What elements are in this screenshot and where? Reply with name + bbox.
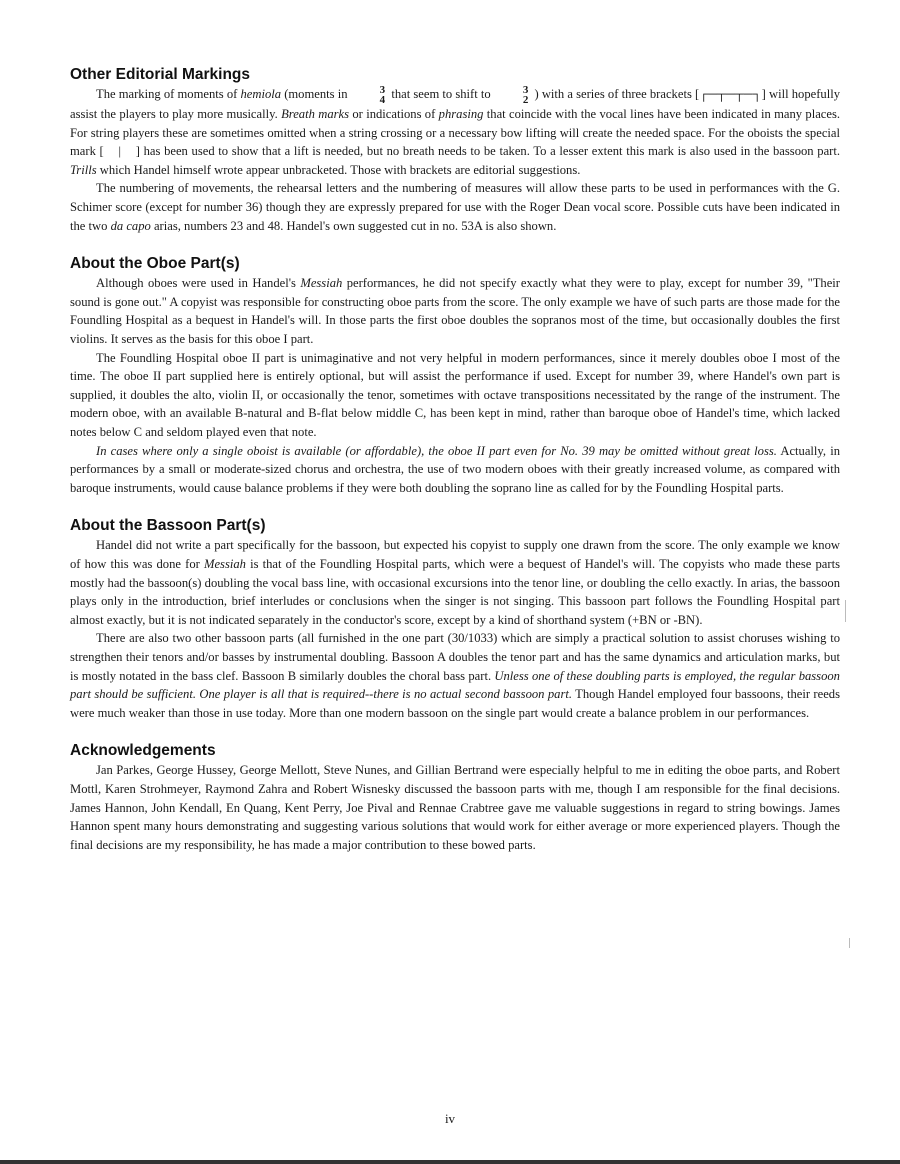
scan-mark xyxy=(845,600,846,622)
scan-edge xyxy=(0,1160,900,1164)
time-signature: 3 4 xyxy=(379,84,386,107)
paragraph: Although oboes were used in Handel's Messiah performances, he did not specify exactly what they were to play, except for number 39, "Their sound is gone out." A copyist was responsible for constructing oboe parts from the score. The only example we have of such parts are those made for the Foundling Hospital as a bequest in Handel's will. In those parts the first oboe doubles the sopranos most of the time, but occasionally doubles the first violins. It serves as the basis for this oboe I part. xyxy=(70,276,841,347)
heading-acknowledgements: Acknowledgements xyxy=(70,742,216,760)
time-signature: 3 2 xyxy=(522,84,529,107)
section-acknowledgements xyxy=(70,742,840,854)
paragraph: Handel did not write a part specifically for the bassoon, but expected his copyist to supply one drawn from the score. The only example we know of how this was done for Messiah is that of the Foundling Hospital parts, which were a bequest of Handel's will. The copyists who made these parts mostly had the bassoon(s) doubling the vocal bass line, with occasional excursions into the tenor line, or doubling the cello exactly. In arias, the bassoon plays only in the introduction, brief interludes or conclusions when the singer is not singing. This bassoon part follows the Foundling Hospital part almost exactly, but it is not indicated separately in the conductor's score, except by a kind of shorthand system (+BN or -BN). xyxy=(70,538,840,627)
paragraph: There are also two other bassoon parts (all furnished in the one part (30/1033) which are simply a practical solution to assist choruses wishing to strengthen their tenors and/or basses by instrumental doubling. Bassoon A doubles the tenor part and has the same dynamics and articulation marks, but is mostly notated in the bass clef. Bassoon B similarly doubles the choral bass part. Unless one of these doubling parts is employed, the regular bassoon part should be sufficient. One player is all that is required--there is no actual second bassoon part. Though Handel employed four bassoons, their reeds were much weaker than those in use today. More than one modern bassoon on the single part would create a balance problem in our performances. xyxy=(70,631,840,720)
paragraph: The numbering of movements, the rehearsal letters and the numbering of measures will allow these parts to be used in performances with the G. Schimer score (except for number 36) though they are expressly prepared for use with the Roger Dean vocal score. Possible cuts have been indicated in the two da capo arias, numbers 23 and 48. Handel's own suggested cut in no. 53A is also shown. xyxy=(70,181,840,233)
heading-oboe-parts: About the Oboe Part(s) xyxy=(70,255,240,273)
paragraph: The Foundling Hospital oboe II part is unimaginative and not very helpful in modern performances, since it merely doubles oboe I most of the time. The oboe II part supplied here is entirely optional, but will assist the performance if used. Except for number 39, where Handel's own part is supplied, it doubles the alto, violin II, or occasionally the tenor, sometimes with octave transpositions necessitated by the range of the instrument. The modern oboe, with an available B-natural and B-flat below middle C, has been kept in mind, rather than baroque oboe of Handel's time, which lacked notes below C and seldom played even that note. xyxy=(70,350,840,440)
paragraph: Jan Parkes, George Hussey, George Mellott, Steve Nunes, and Gillian Bertrand were especially helpful to me in editing the oboe parts, and Robert Mottl, Karen Strohmeyer, Raymond Zahra and Robert Wisnesky discussed the bassoon parts with me, though I am responsible for the final decisions. James Hannon, John Kendall, En Quang, Kent Perry, Joe Pival and Rennae Crabtree gave me valuable suggestions in regard to string bowings. James Hannon spent many hours demonstrating and suggesting various solutions that would work for either average or more experienced players. Though the final decisions are my responsibility, he has made a major contribution to these bowed parts. xyxy=(70,763,840,852)
document-page xyxy=(70,66,840,874)
section-oboe-parts xyxy=(70,255,840,497)
page-number: iv xyxy=(444,1111,456,1126)
scan-mark xyxy=(849,938,850,948)
section-bassoon-parts xyxy=(70,517,840,722)
heading-bassoon-parts: About the Bassoon Part(s) xyxy=(70,517,266,535)
heading-editorial-markings: Other Editorial Markings xyxy=(70,66,251,83)
paragraph: In cases where only a single oboist is available (or affordable), the oboe II part even for No. 39 may be omitted without great loss. Actually, in performances by a small or moderate-sized chorus and orchestra, the use of two modern oboes with their greatly increased volume, as compared with baroque instruments, would cause balance problems if they were both doubling the soprano line as called for by the Foundling Hospital parts. xyxy=(70,443,840,495)
paragraph: The marking of moments of hemiola (moments in 3 4 that seem to shift to 3 2 ) with a series of three brackets [┌─┬─┬─┐] will hopefully assist the players to play more musically. Breath marks or indications of phrasing that coincide with the vocal lines have been indicated in many places. For string players these are sometimes omitted when a string crossing or a necessary bow lifting will create the needed space. For the oboists the special mark [ | ] has been used to show that a lift is needed, but no breath needs to be taken. To a lesser extent this mark is also used in the bassoon part. Trills which Handel himself wrote appear unbracketed. Those with brackets are editorial suggestions. xyxy=(70,84,841,177)
section-editorial-markings xyxy=(70,66,840,235)
